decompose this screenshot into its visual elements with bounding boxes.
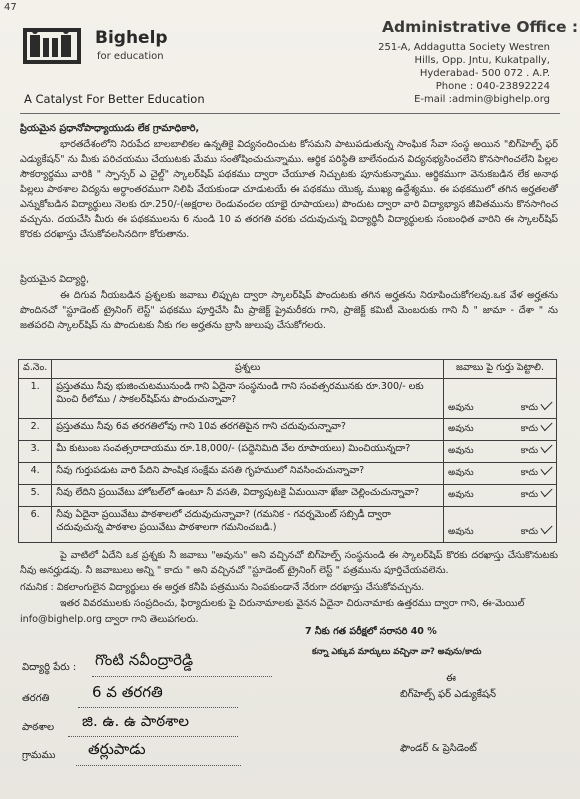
row-number: 1. — [19, 379, 52, 419]
no-option[interactable]: కాదు — [520, 403, 538, 413]
answer-cell[interactable] — [444, 507, 557, 543]
village-label: గ్రామము — [22, 750, 56, 761]
signature-ditto: ఈ — [446, 673, 456, 684]
office-phone: Phone : 040-23892224 — [435, 81, 550, 92]
row-number: 3. — [19, 441, 52, 463]
tagline: A Catalyst For Better Education — [24, 92, 205, 106]
corner-mark: 47 — [4, 2, 17, 13]
yes-option[interactable]: అవును — [448, 403, 474, 413]
col-header-questions: ప్రశ్నలు — [52, 360, 444, 379]
question-text: ప్రస్తుతము నీవు 6వ తరగతిలోవు గాని 10వ తరగతిపైన గాని చదువుచున్నావా? — [52, 419, 444, 441]
office-title: Administrative Office : — [382, 18, 579, 36]
checkmark-icon — [540, 397, 552, 410]
bighelp-logo — [22, 24, 84, 66]
row-number: 5. — [19, 485, 52, 507]
col-header-answer: జవాబు పై గుర్తు పెట్టాలి. — [444, 360, 557, 379]
checkmark-icon — [540, 484, 552, 497]
signature-role: ఫౌండర్ & ప్రెసిడెంట్ — [400, 743, 477, 754]
answer-cell[interactable] — [444, 463, 557, 485]
brand-subtitle: for education — [97, 51, 164, 62]
brand-name: Bighelp — [95, 28, 168, 48]
office-address-line: 251-A, Addagutta Society Westren — [378, 42, 550, 53]
marks-question: 7 నీకు గత పరీక్షలో సరాసరి 40 % — [305, 626, 437, 637]
contact-instructions: ఇతర వివరములకు సంప్రదించు, ఫిర్యాదులకు పై చిరునామాలకు వైనన ఏదైనా చిరునామాకు ఉత్తరము ద్వారా గాని, ఈ-మెయిల్ — [60, 598, 525, 609]
no-option[interactable]: కాదు — [520, 527, 538, 537]
office-email: E-mail :admin@bighelp.org — [414, 94, 550, 105]
signature-organization: బిగ్‌హెల్ప్ ఫర్ ఎడ్యుకేషన్ — [400, 689, 497, 700]
question-text: ప్రస్తుతము నీవు భుజించుటమునుండి గాని ఏదైనా సంస్థనుండి గాని సంవత్సరమునకు రూ.300/- లకు మించి రీలోము / సాకలర్‌షిప్‌ను పొందుచున్నావా? — [52, 379, 444, 419]
question-text: నీవు గుర్తుపడుట వారి పేదిని పాంషిక సంక్షేమ వసతి గృహములో నివసించుచున్నావా? — [52, 463, 444, 485]
answer-cell[interactable] — [444, 485, 557, 507]
no-option[interactable]: కాదు — [520, 468, 538, 478]
office-address-line: Hills, Opp. Jntu, Kukatpally, — [414, 55, 550, 66]
class-value[interactable]: 6 వ తరగతి — [92, 683, 163, 701]
checkmark-icon — [540, 418, 552, 431]
student-greeting: ప్రియమైన విద్యార్థి, — [20, 274, 90, 285]
school-underline — [68, 735, 238, 737]
name-underline — [92, 675, 272, 677]
marks-question-answer: కన్నా ఎక్కువ మార్కులు వచ్చినా వా? అవును/కాదు — [312, 647, 482, 657]
yes-option[interactable]: అవును — [448, 424, 474, 434]
yes-option[interactable]: అవును — [448, 446, 474, 456]
table-row — [19, 485, 557, 507]
village-underline — [76, 764, 241, 766]
student-name-value[interactable]: గొంటి నవీంద్రారెడ్డి — [95, 651, 194, 669]
checkmark-icon — [540, 521, 552, 534]
table-row — [19, 419, 557, 441]
question-text: మీ కుటుంబ సంవత్సరాదాయము రూ.18,000/- (పద్దెనిమిది వేల రూపాయలు) మించియున్నదా? — [52, 441, 444, 463]
row-number: 4. — [19, 463, 52, 485]
answer-cell[interactable] — [444, 441, 557, 463]
table-row — [19, 463, 557, 485]
school-value[interactable]: జి. ఉ. ఉ పాఠశాల — [82, 712, 189, 730]
table-row — [19, 441, 557, 463]
row-number: 2. — [19, 419, 52, 441]
checkmark-icon — [540, 440, 552, 453]
no-option[interactable]: కాదు — [520, 490, 538, 500]
instructions-paragraph: ఈ దిగువ నీయబడిన ప్రశ్నలకు జవాబు లిప్పుట ద్వారా స్కాలర్‌షిప్ పొందుటకు తగిన అర్హతను నిరూపించుకోగలవు.ఒక వేళ అర్హతను పొందినచో "స్టూడెంట్ ట్రైనింగ్ లెస్ట్" పథకము పూర్తిచేసి మీ ప్రాజెక్ట్ ప్రైమరీకరు గాని, ప్రాజెక్ట్ కమిటీ మెంబరుకు గాని నీ " జామా - దేశా " ను జతపరచి స్కాలర్‌షిప్ ను పొందుటకు నీకు గల అర్హతను బ్రాసి జులుపు చేసుకోగలరు. — [20, 290, 558, 331]
table-row — [19, 507, 557, 543]
result-instructions: పై వాటిలో ఏదేని ఒక ప్రశ్నకు నీ జవాబు "అవును" అని వచ్చినచో బిగ్‌హెల్ప్ సంస్థనుండి ఈ స్కాలర్‌షిప్ కొరకు దరఖాస్తు చేసుకొనుటకు నీవు అనర్హుడవు. నీ జవాబులు అన్ని " కాదు " అని వచ్చినచో "స్టూడెంట్ ట్రైనింగ్ లెస్ట్ " పత్రమును పూర్తిచేయవలెను. — [20, 550, 558, 576]
row-number: 6. — [19, 507, 52, 543]
yes-option[interactable]: అవును — [448, 527, 474, 537]
class-underline — [78, 706, 238, 708]
class-label: తరగతి — [22, 693, 50, 704]
eligibility-table — [18, 359, 557, 543]
question-text: నీవు లేదిని ప్రయివేటు హోటల్‌లో ఉంటూ నీ వసతి, విద్యాపుటకై ఏమయినా ఖేజా చెల్లించుచున్నావా? — [52, 485, 444, 507]
note-disabled: గమనిక : వికలాంగులైన విద్యార్థులు ఈ అర్హత కనీపి పత్రమును నింపకుండానే నేరుగా దరఖాస్తు చేసుకోవచ్చును. — [20, 582, 425, 593]
checkmark-icon — [540, 462, 552, 475]
answer-cell[interactable] — [444, 419, 557, 441]
school-label: పాఠశాల — [22, 722, 55, 733]
no-option[interactable]: కాదు — [520, 424, 538, 434]
answer-cell[interactable] — [444, 379, 557, 419]
salutation: ప్రియమైన ప్రధానోపాధ్యాయుడు లేక గ్రామాధికారి, — [20, 123, 200, 134]
student-name-label: విద్యార్థి పేరు : — [22, 662, 77, 673]
question-text: నీవు ఏదైనా ప్రయివేటు పాఠశాలలో చదువుచున్నావా? (గమనిక - గవర్నమెంట్ సబ్సిడీ ద్వారా చదువుచున్న పాఠశాల ప్రయివేటు పాఠశాలగా గమనించబడి.) — [52, 507, 444, 543]
col-header-number: వ.నెం. — [19, 360, 52, 379]
yes-option[interactable]: అవును — [448, 490, 474, 500]
table-row — [19, 379, 557, 419]
header-divider — [20, 113, 560, 114]
intro-paragraph: భారతదేశంలోని నిరుపేద బాలబాలికల ఉన్నతికై విద్యనందించుట కోసమని పాటుపడుతున్న సాంఘిక సేవా సంస్థ అయిన "బిగ్‌హెల్ప్ ఫర్ ఎడ్యుకేషన్" ను మీకు పరిచయము చేయుటకు మేము సంతోషించుచున్నాము. ఆర్థిక పరిస్థితి బాలేనందున విద్యనభ్యసించలేని కొనసాగించలేని పిల్లల సౌకర్యార్థము వారికి " స్పాన్సర్ ఎ చైల్డ్" స్కాలర్‌షిప్ పథకము ద్వారా చేయూత నిచ్చుటకు పూనుకున్నాము. ఆర్థికముగా వెనుకబడిన లేక అనాథ పిల్లలు పాఠశాల విద్యను అర్ధాంతరముగా నిలిపి వేయకుండా చూడుటయే ఈ పథకము యొక్క ముఖ్య ఉద్దేశ్యము. ఈ పథకములో తగిన అర్హతలతో ఎన్నుకోబడిన విద్యార్థులు నెలకు రూ.250/-(అక్షరాల రెండువందల యాభై రూపాయలు) పొందుట ద్వారా వారి విద్యాభ్యాస జీవితమును కొనసాగించ వచ్చును. దయచేసి మీరు ఈ పథకములను 6 నుండి 10 వ తరగతి వరకు చదువుచున్న విద్యార్థినీ విద్యార్థులకు సంబంధిత వారిని ఈ స్కాలర్‌షిప్ కొరకు దరఖాస్తు చేసుకోవలసినదిగా కోరుతాను. — [20, 139, 558, 240]
no-option[interactable]: కాదు — [520, 446, 538, 456]
contact-email: info@bighelp.org ద్వారా గాని తెలుపగలరు. — [20, 614, 199, 625]
village-value[interactable]: తర్లుపాడు — [88, 740, 146, 758]
yes-option[interactable]: అవును — [448, 468, 474, 478]
logo-icon — [22, 24, 82, 66]
office-address-line: Hyderabad- 500 072 . A.P. — [419, 68, 550, 79]
